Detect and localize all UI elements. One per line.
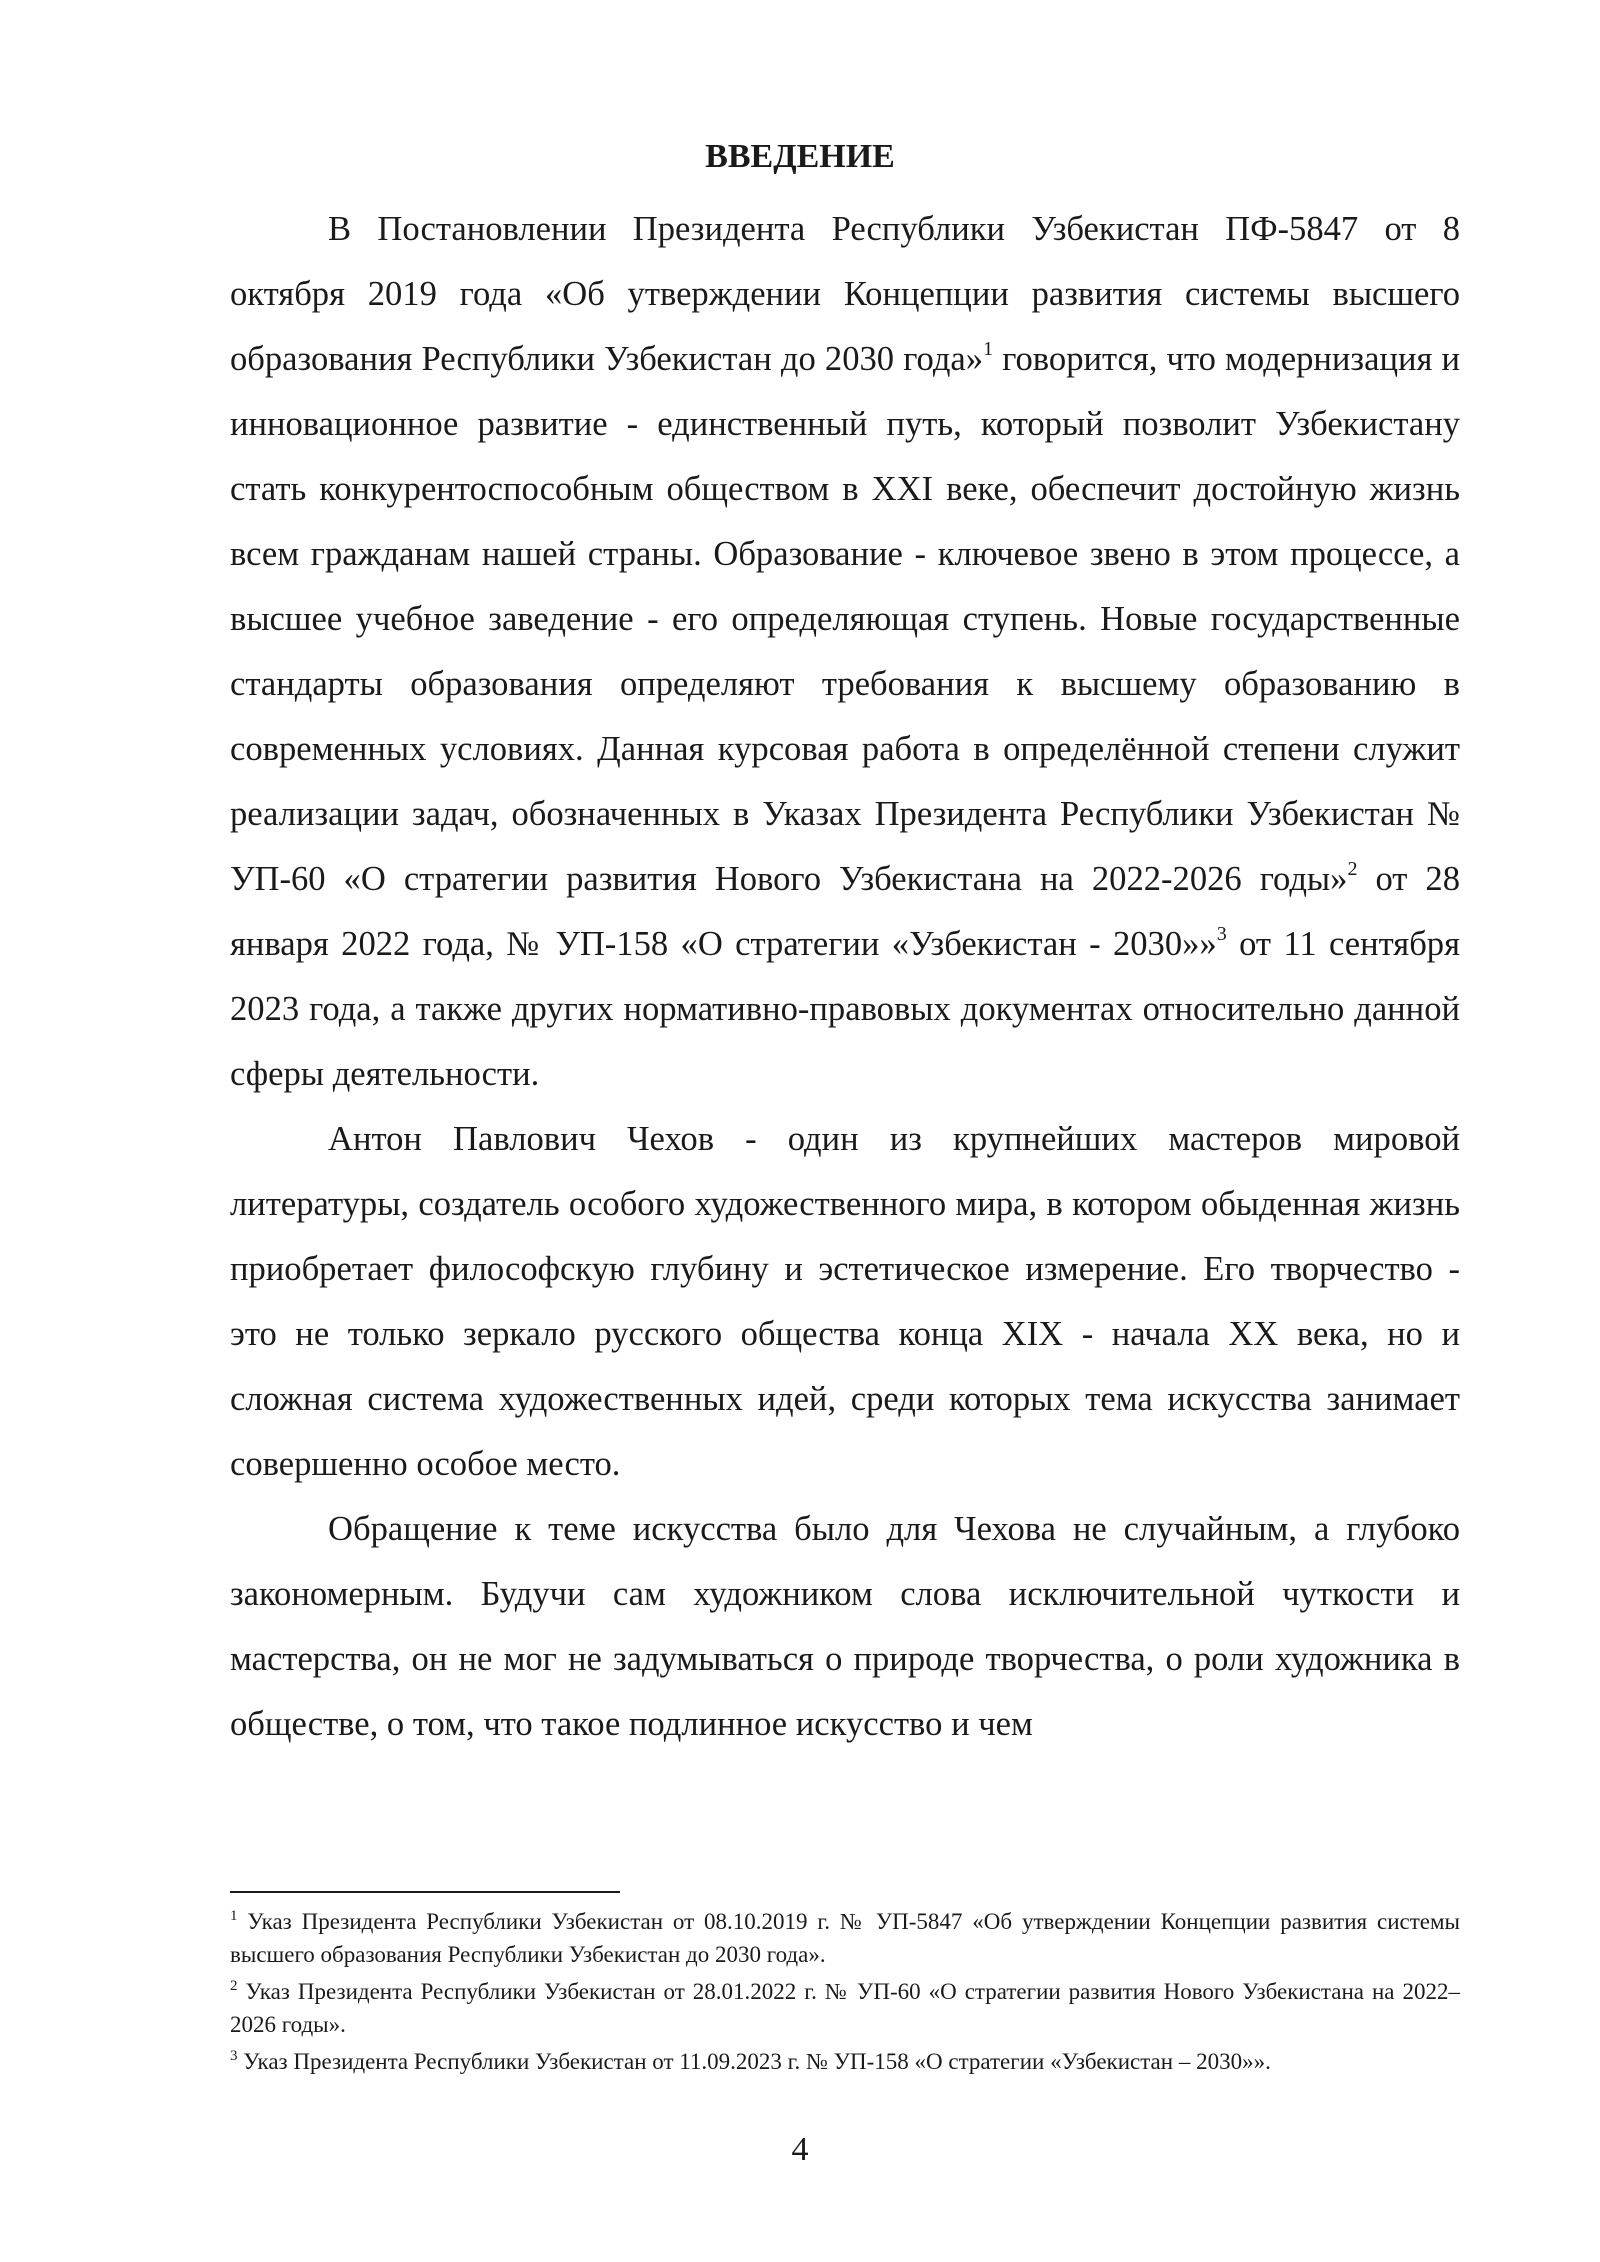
footnote-mark: 3 (230, 2048, 238, 2064)
footnote-text: Указ Президента Республики Узбекистан от 28.01.2022 г. № УП-60 «О стратегии развития Нового Узбекистана на 2022–2026 годы». (230, 1979, 1460, 2037)
paragraph-text: от 11 сентября 2023 года, а также других нормативно-правовых документах относительно данной сферы деятельности. (230, 925, 1461, 1093)
footnote-item (230, 2045, 1460, 2078)
page-heading: ВВЕДЕНИЕ (705, 138, 895, 175)
footnote-mark: 2 (230, 1978, 238, 1994)
footnote-mark: 1 (230, 1908, 238, 1924)
paragraph-text: В Постановлении Президента Республики Узбекистан ПФ-5847 от 8 октября 2019 года «Об утверждении Концепции развития системы высшего образования Республики Узбекистан до 2030 года» (230, 210, 1460, 378)
footnote-item (230, 1905, 1460, 1971)
footnote-ref: 2 (1347, 858, 1358, 880)
footnote-text: Указ Президента Республики Узбекистан от 08.10.2019 г. № УП-5847 «Об утверждении Концепции развития системы высшего образования Республики Узбекистан до 2030 года». (230, 1909, 1460, 1967)
footnote-text: Указ Президента Республики Узбекистан от 11.09.2023 г. № УП-158 «О стратегии «Узбекистан – 2030»». (237, 2049, 1271, 2074)
main-text (230, 197, 1460, 1757)
footnotes (230, 1905, 1460, 2082)
footnote-separator (230, 1891, 620, 1893)
paragraph-text: говорится, что модернизация и инновационное развитие - единственный путь, который позволит Узбекистану стать конкурентоспособным обществом в XXI веке, обеспечит достойную жизнь всем гражданам нашей страны. Образование - ключевое звено в этом процессе, а высшее учебное заведение - его определяющая ступень. Новые государственные стандарты образования определяют требования к высшему образованию в современных условиях. Данная курсовая работа в определённой степени служит реализации задач, обозначенных в Указах Президента Республики Узбекистан № УП-60 «О стратегии развития Нового Узбекистана на 2022-2026 годы» (230, 340, 1460, 898)
paragraph-text: от 28 января 2022 года, № УП-158 «О стратегии «Узбекистан - 2030»» (230, 860, 1460, 963)
paragraph-art-theme: Обращение к теме искусства было для Чехова не случайным, а глубоко закономерным. Будучи сам художником слова исключительной чуткости и мастерства, он не мог не задумываться о природе творчества, о роли художника в обществе, о том, что такое подлинное искусство и чем (230, 1510, 1460, 1743)
page-number: 4 (791, 2131, 809, 2168)
paragraph-chekhov: Антон Павлович Чехов - один из крупнейших мастеров мировой литературы, создатель особого художественного мира, в котором обыденная жизнь приобретает философскую глубину и эстетическое измерение. Его творчество - это не только зеркало русского общества конца XIX - начала XX века, но и сложная система художественных идей, среди которых тема искусства занимает совершенно особое место. (230, 1120, 1460, 1483)
footnote-ref: 3 (1216, 923, 1227, 945)
footnote-item (230, 1975, 1460, 2041)
footnote-ref: 1 (983, 338, 994, 360)
paragraph-intro (230, 197, 1460, 1107)
